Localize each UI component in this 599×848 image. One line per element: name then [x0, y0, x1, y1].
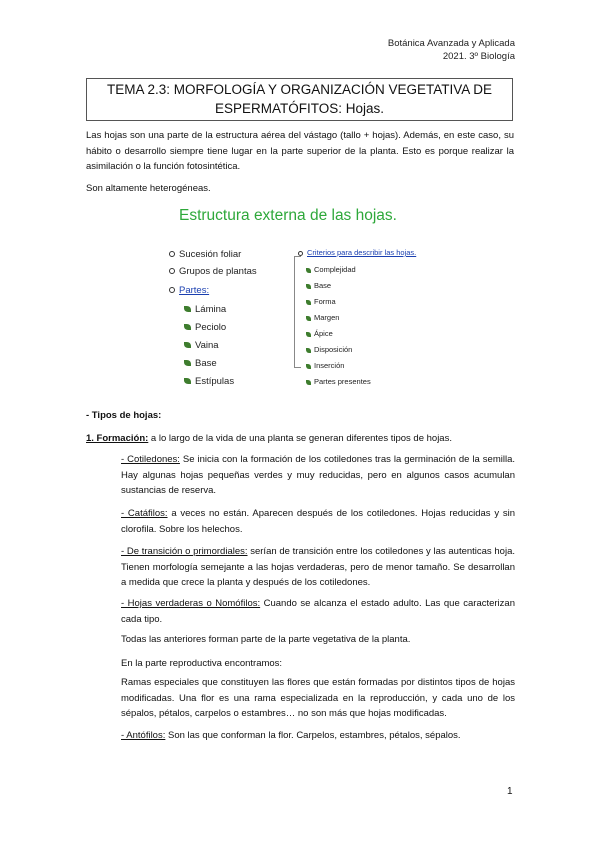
heterogeneous-text: Son altamente heterogéneas.	[86, 183, 211, 194]
catafilos-label: - Catáfilos:	[121, 508, 168, 519]
ramas-paragraph: Ramas especiales que constituyen las flores que están formadas por distintos tipos de hojas modificadas. Una flor es una rama especializada en la reproducción, y cada uno de los sépalos, pétalos, carpelos o estambres… no son más que hojas modificadas.	[121, 677, 515, 719]
criterion-item: Ápice	[306, 329, 333, 338]
cotiledones-label: - Cotiledones:	[121, 454, 180, 465]
transicion-paragraph: - De transición o primordiales: serían de transición entre los cotiledones y las autenticas hoja. Tienen morfología semejante a las hojas verdaderas, pero de menor tamaño. Se desarrollan a medida que crece la planta y después de los cotiledones.	[121, 546, 516, 588]
criterion-item: Partes presentes	[306, 377, 371, 386]
leaf-icon	[184, 360, 191, 366]
formation-paragraph: 1. Formación: a lo largo de la vida de una planta se generan diferentes tipos de hojas.	[86, 433, 452, 444]
circle-bullet-icon	[298, 251, 303, 256]
figure-title: Estructura externa de las hojas.	[179, 207, 397, 224]
antofilos-paragraph: - Antófilos: Son las que conforman la flor. Carpelos, estambres, pétalos, sépalos.	[121, 730, 461, 741]
header-course: Botánica Avanzada y Aplicada	[387, 38, 515, 49]
part-vaina: Vaina	[184, 340, 219, 351]
figure-item-partes[interactable]: Partes:	[169, 285, 209, 296]
types-heading: - Tipos de hojas:	[86, 410, 162, 421]
nomofilos-label: - Hojas verdaderas o Nomófilos:	[121, 598, 261, 609]
leaf-icon	[184, 378, 191, 384]
leaf-icon	[306, 268, 311, 273]
nomofilos-paragraph: - Hojas verdaderas o Nomófilos: Cuando se alcanza el estado adulto. Las que caracterizan cada tipo.	[121, 598, 515, 625]
header-year: 2021. 3º Biología	[442, 51, 515, 62]
criterion-item: Complejidad	[306, 265, 356, 274]
todas-paragraph: Todas las anteriores forman parte de la parte vegetativa de la planta.	[121, 634, 411, 645]
part-base: Base	[184, 358, 217, 369]
criterion-item: Forma	[306, 297, 336, 306]
criteria-title[interactable]: Criterios para describir las hojas.	[298, 248, 416, 257]
criterion-item: Inserción	[306, 361, 344, 370]
leaf-icon	[306, 316, 311, 321]
leaf-icon	[306, 348, 311, 353]
leaf-icon	[306, 300, 311, 305]
circle-bullet-icon	[169, 268, 175, 274]
page-title	[86, 78, 513, 121]
leaf-icon	[306, 380, 311, 385]
catafilos-paragraph: - Catáfilos: a veces no están. Aparecen después de los cotiledones. Hojas reducidas y sin clorofila. Sobre los helechos.	[121, 508, 515, 535]
figure-item-grupos: Grupos de plantas	[169, 266, 257, 277]
title-line-1: TEMA 2.3: MORFOLOGÍA Y ORGANIZACIÓN VEGETATIVA DE	[106, 82, 493, 97]
intro-paragraph: Las hojas son una parte de la estructura aérea del vástago (tallo + hojas). Además, en este caso, su hábito o desarrollo siempre tiene lugar en la parte superior de la planta. Esto es porque realizar la asimilación o la función fotosintética.	[86, 130, 514, 172]
circle-bullet-icon	[169, 251, 175, 257]
criteria-brace	[294, 256, 301, 368]
cotiledones-paragraph: - Cotiledones: Se inicia con la formación de los cotiledones tras la germinación de la semilla. Hay algunas hojas pequeñas verdes y muy reducidas, pero en algunos casos acumulan sustancias de reserva.	[121, 454, 515, 496]
criterion-item: Margen	[306, 313, 339, 322]
leaf-icon	[306, 364, 311, 369]
title-line-2: ESPERMATÓFITOS: Hojas.	[214, 101, 385, 116]
figure-item-sucesion: Sucesión foliar	[169, 249, 241, 260]
formation-label: 1. Formación:	[86, 433, 149, 444]
antofilos-label: - Antófilos:	[121, 730, 166, 741]
transicion-label: - De transición o primordiales:	[121, 546, 248, 557]
leaf-icon	[184, 324, 191, 330]
circle-bullet-icon	[169, 287, 175, 293]
leaf-icon	[306, 284, 311, 289]
leaf-icon	[184, 306, 191, 312]
page-number: 1	[507, 786, 513, 797]
criterion-item: Base	[306, 281, 331, 290]
leaf-icon	[184, 342, 191, 348]
part-lamina: Lámina	[184, 304, 226, 315]
leaf-structure-figure	[164, 203, 454, 387]
criterion-item: Disposición	[306, 345, 352, 354]
part-peciolo: Peciolo	[184, 322, 226, 333]
reproductiva-paragraph: En la parte reproductiva encontramos:	[121, 658, 283, 669]
part-estipulas: Estípulas	[184, 376, 234, 387]
leaf-icon	[306, 332, 311, 337]
